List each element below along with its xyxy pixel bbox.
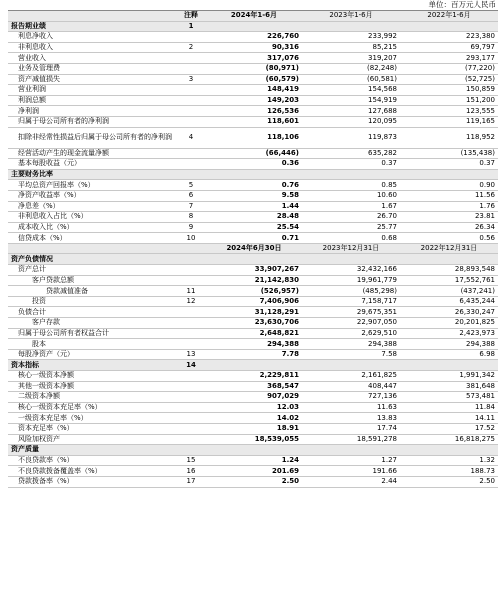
row-note: 9 bbox=[176, 222, 206, 233]
table-row bbox=[8, 265, 498, 276]
row-label: 贷款拨备率（%） bbox=[8, 476, 176, 487]
row-note bbox=[176, 95, 206, 106]
value-current: 1.44 bbox=[206, 201, 302, 212]
value-current: 368,547 bbox=[206, 381, 302, 392]
section-blank bbox=[302, 445, 400, 456]
table-row bbox=[8, 307, 498, 318]
value-current: 294,388 bbox=[206, 339, 302, 350]
section-blank bbox=[206, 445, 302, 456]
row-note bbox=[176, 307, 206, 318]
section-blank bbox=[400, 445, 498, 456]
row-label: 经营活动产生的现金流量净额 bbox=[8, 148, 176, 159]
value-prior-1: 120,095 bbox=[302, 116, 400, 127]
table-row bbox=[8, 423, 498, 434]
unit-label: 单位：百万元人民币 bbox=[428, 0, 496, 9]
row-note bbox=[176, 265, 206, 276]
value-prior-2: 2,423,973 bbox=[400, 328, 498, 339]
value-prior-2: 6,435,244 bbox=[400, 296, 498, 307]
header-current: 2024年6月30日 bbox=[206, 243, 302, 254]
value-current: 201.69 bbox=[206, 466, 302, 477]
value-prior-2: 223,380 bbox=[400, 32, 498, 43]
header-blank bbox=[8, 243, 176, 254]
row-label: 资本充足率（%） bbox=[8, 423, 176, 434]
row-label: 归属于母公司所有者权益合计 bbox=[8, 328, 176, 339]
value-prior-2: 11.84 bbox=[400, 402, 498, 413]
section-title: 报告期业绩 bbox=[8, 21, 176, 32]
row-note: 15 bbox=[176, 455, 206, 466]
value-current: 23,630,706 bbox=[206, 318, 302, 329]
table-row bbox=[8, 328, 498, 339]
value-prior-2: 0.56 bbox=[400, 233, 498, 244]
header-prior-1: 2023年1-6月 bbox=[302, 11, 400, 22]
value-prior-1: 19,961,779 bbox=[302, 275, 400, 286]
row-note: 16 bbox=[176, 466, 206, 477]
row-note bbox=[176, 371, 206, 382]
row-note: 7 bbox=[176, 201, 206, 212]
row-note bbox=[176, 63, 206, 74]
value-current: 226,760 bbox=[206, 32, 302, 43]
value-prior-1: 25.77 bbox=[302, 222, 400, 233]
section-title: 资本指标 bbox=[8, 360, 176, 371]
value-prior-2: 293,177 bbox=[400, 53, 498, 64]
value-prior-1: 0.85 bbox=[302, 180, 400, 191]
table-row bbox=[8, 159, 498, 170]
value-prior-1: 7,158,717 bbox=[302, 296, 400, 307]
row-label: 业务及管理费 bbox=[8, 63, 176, 74]
header-prior-2: 2022年1-6月 bbox=[400, 11, 498, 22]
section-blank bbox=[400, 254, 498, 265]
value-current: 2,229,811 bbox=[206, 371, 302, 382]
value-prior-2: 14.11 bbox=[400, 413, 498, 424]
row-note bbox=[176, 413, 206, 424]
row-label: 平均总资产回报率（%） bbox=[8, 180, 176, 191]
value-prior-2: 1.32 bbox=[400, 455, 498, 466]
row-note bbox=[176, 116, 206, 127]
value-prior-2: 188.73 bbox=[400, 466, 498, 477]
table-row bbox=[8, 201, 498, 212]
section-blank bbox=[206, 21, 302, 32]
row-label: 扣除非经常性损益后归属于母公司所有者的净利润 bbox=[8, 127, 176, 148]
row-label: 基本每股收益（元） bbox=[8, 159, 176, 170]
section-title: 主要财务比率 bbox=[8, 169, 176, 180]
value-prior-2: 11.56 bbox=[400, 190, 498, 201]
row-label: 非利息收入 bbox=[8, 42, 176, 53]
row-note: 8 bbox=[176, 212, 206, 223]
value-prior-2: 28,893,548 bbox=[400, 265, 498, 276]
row-label: 非利息收入占比（%） bbox=[8, 212, 176, 223]
row-label: 信贷成本（%） bbox=[8, 233, 176, 244]
row-label: 贷款减值准备 bbox=[8, 286, 176, 297]
value-prior-2: (135,438) bbox=[400, 148, 498, 159]
row-label: 不良贷款率（%） bbox=[8, 455, 176, 466]
section-blank bbox=[302, 21, 400, 32]
section-note bbox=[176, 254, 206, 265]
section-title: 资产质量 bbox=[8, 445, 176, 456]
value-prior-2: 17,552,761 bbox=[400, 275, 498, 286]
value-prior-1: 22,907,050 bbox=[302, 318, 400, 329]
value-prior-2: 6.98 bbox=[400, 349, 498, 360]
row-note: 12 bbox=[176, 296, 206, 307]
value-prior-1: 10.60 bbox=[302, 190, 400, 201]
row-label: 资产减值损失 bbox=[8, 74, 176, 85]
table-row bbox=[8, 371, 498, 382]
value-prior-2: 26.34 bbox=[400, 222, 498, 233]
value-prior-2: 0.90 bbox=[400, 180, 498, 191]
table-row bbox=[8, 190, 498, 201]
row-label: 净利润 bbox=[8, 106, 176, 117]
value-prior-1: 1.27 bbox=[302, 455, 400, 466]
row-note bbox=[176, 381, 206, 392]
header-row bbox=[8, 243, 498, 254]
table-row bbox=[8, 392, 498, 403]
value-current: 33,907,267 bbox=[206, 265, 302, 276]
value-prior-1: 319,207 bbox=[302, 53, 400, 64]
row-label: 营业收入 bbox=[8, 53, 176, 64]
table-row bbox=[8, 296, 498, 307]
header-row bbox=[8, 11, 498, 22]
value-current: 18,539,055 bbox=[206, 434, 302, 445]
value-current: 18.91 bbox=[206, 423, 302, 434]
table-row bbox=[8, 349, 498, 360]
value-current: 90,316 bbox=[206, 42, 302, 53]
value-current: 118,106 bbox=[206, 127, 302, 148]
row-note: 3 bbox=[176, 74, 206, 85]
value-prior-2: 0.37 bbox=[400, 159, 498, 170]
value-prior-1: 154,919 bbox=[302, 95, 400, 106]
section-note bbox=[176, 169, 206, 180]
section-heading bbox=[8, 254, 498, 265]
row-label: 营业利润 bbox=[8, 85, 176, 96]
value-prior-1: 154,568 bbox=[302, 85, 400, 96]
table-row bbox=[8, 74, 498, 85]
value-prior-1: 233,992 bbox=[302, 32, 400, 43]
table-row bbox=[8, 402, 498, 413]
value-prior-2: (437,241) bbox=[400, 286, 498, 297]
value-prior-1: 727,136 bbox=[302, 392, 400, 403]
value-prior-1: 0.37 bbox=[302, 159, 400, 170]
header-note bbox=[176, 243, 206, 254]
value-prior-2: 1.76 bbox=[400, 201, 498, 212]
row-label: 净息差（%） bbox=[8, 201, 176, 212]
row-note bbox=[176, 159, 206, 170]
row-note: 10 bbox=[176, 233, 206, 244]
section-note: 1 bbox=[176, 21, 206, 32]
row-note bbox=[176, 53, 206, 64]
value-prior-2: 69,797 bbox=[400, 42, 498, 53]
value-current: 9.58 bbox=[206, 190, 302, 201]
value-prior-1: 29,675,351 bbox=[302, 307, 400, 318]
header-prior-2: 2022年12月31日 bbox=[400, 243, 498, 254]
row-note bbox=[176, 402, 206, 413]
row-label: 利润总额 bbox=[8, 95, 176, 106]
value-prior-2: 26,330,247 bbox=[400, 307, 498, 318]
table-row bbox=[8, 116, 498, 127]
table-row bbox=[8, 339, 498, 350]
value-current: 0.36 bbox=[206, 159, 302, 170]
value-current: 118,601 bbox=[206, 116, 302, 127]
row-label: 核心一级资本净额 bbox=[8, 371, 176, 382]
section-blank bbox=[302, 169, 400, 180]
financial-summary-table bbox=[8, 10, 498, 488]
value-prior-1: 26.70 bbox=[302, 212, 400, 223]
value-prior-2: 150,859 bbox=[400, 85, 498, 96]
section-blank bbox=[400, 21, 498, 32]
value-prior-2: 123,555 bbox=[400, 106, 498, 117]
table-row bbox=[8, 127, 498, 148]
table-row bbox=[8, 476, 498, 487]
value-prior-2: 573,481 bbox=[400, 392, 498, 403]
value-prior-1: 17.74 bbox=[302, 423, 400, 434]
table-row bbox=[8, 180, 498, 191]
table-row bbox=[8, 63, 498, 74]
value-current: 0.76 bbox=[206, 180, 302, 191]
table-row bbox=[8, 53, 498, 64]
row-note bbox=[176, 423, 206, 434]
value-prior-2: (77,220) bbox=[400, 63, 498, 74]
section-heading bbox=[8, 360, 498, 371]
value-prior-2: 294,388 bbox=[400, 339, 498, 350]
value-prior-1: 13.83 bbox=[302, 413, 400, 424]
value-prior-1: (60,581) bbox=[302, 74, 400, 85]
row-label: 投资 bbox=[8, 296, 176, 307]
section-blank bbox=[400, 360, 498, 371]
value-current: 25.54 bbox=[206, 222, 302, 233]
row-label: 净资产收益率（%） bbox=[8, 190, 176, 201]
value-prior-2: 17.52 bbox=[400, 423, 498, 434]
row-label: 负债合计 bbox=[8, 307, 176, 318]
value-prior-1: 7.58 bbox=[302, 349, 400, 360]
row-label: 风险加权资产 bbox=[8, 434, 176, 445]
value-current: 2.50 bbox=[206, 476, 302, 487]
value-prior-1: 0.68 bbox=[302, 233, 400, 244]
row-note: 17 bbox=[176, 476, 206, 487]
row-label: 二级资本净额 bbox=[8, 392, 176, 403]
row-label: 核心一级资本充足率（%） bbox=[8, 402, 176, 413]
value-current: 1.24 bbox=[206, 455, 302, 466]
section-blank bbox=[206, 169, 302, 180]
table-row bbox=[8, 413, 498, 424]
table-row bbox=[8, 466, 498, 477]
value-prior-1: 294,388 bbox=[302, 339, 400, 350]
row-label: 其他一级资本净额 bbox=[8, 381, 176, 392]
table-row bbox=[8, 95, 498, 106]
row-note bbox=[176, 434, 206, 445]
row-note: 5 bbox=[176, 180, 206, 191]
section-blank bbox=[400, 169, 498, 180]
table-row bbox=[8, 381, 498, 392]
row-note: 4 bbox=[176, 127, 206, 148]
row-note: 6 bbox=[176, 190, 206, 201]
value-current: (526,957) bbox=[206, 286, 302, 297]
value-prior-1: (485,298) bbox=[302, 286, 400, 297]
value-prior-2: 23.81 bbox=[400, 212, 498, 223]
value-prior-1: 1.67 bbox=[302, 201, 400, 212]
row-label: 成本收入比（%） bbox=[8, 222, 176, 233]
section-blank bbox=[206, 360, 302, 371]
value-prior-2: 1,991,342 bbox=[400, 371, 498, 382]
value-prior-1: 11.63 bbox=[302, 402, 400, 413]
row-note: 13 bbox=[176, 349, 206, 360]
row-note: 11 bbox=[176, 286, 206, 297]
value-prior-2: 381,648 bbox=[400, 381, 498, 392]
row-note bbox=[176, 275, 206, 286]
header-blank bbox=[8, 11, 176, 22]
row-label: 股本 bbox=[8, 339, 176, 350]
value-prior-1: 32,432,166 bbox=[302, 265, 400, 276]
table-row bbox=[8, 222, 498, 233]
header-note: 注释 bbox=[176, 11, 206, 22]
value-current: (60,579) bbox=[206, 74, 302, 85]
value-current: 21,142,830 bbox=[206, 275, 302, 286]
section-heading bbox=[8, 445, 498, 456]
row-note bbox=[176, 106, 206, 117]
value-prior-2: 16,818,275 bbox=[400, 434, 498, 445]
row-note bbox=[176, 148, 206, 159]
value-prior-2: 151,200 bbox=[400, 95, 498, 106]
value-current: 28.48 bbox=[206, 212, 302, 223]
row-label: 利息净收入 bbox=[8, 32, 176, 43]
table-row bbox=[8, 434, 498, 445]
table-row bbox=[8, 42, 498, 53]
value-prior-2: (52,725) bbox=[400, 74, 498, 85]
value-prior-1: (82,248) bbox=[302, 63, 400, 74]
value-current: (80,971) bbox=[206, 63, 302, 74]
value-current: 31,128,291 bbox=[206, 307, 302, 318]
table-row bbox=[8, 455, 498, 466]
row-note bbox=[176, 318, 206, 329]
value-current: 149,203 bbox=[206, 95, 302, 106]
value-current: (66,446) bbox=[206, 148, 302, 159]
table-row bbox=[8, 275, 498, 286]
table-row bbox=[8, 32, 498, 43]
table-row bbox=[8, 318, 498, 329]
row-label: 资产总计 bbox=[8, 265, 176, 276]
value-prior-1: 85,215 bbox=[302, 42, 400, 53]
section-title: 资产负债情况 bbox=[8, 254, 176, 265]
header-current: 2024年1-6月 bbox=[206, 11, 302, 22]
header-prior-1: 2023年12月31日 bbox=[302, 243, 400, 254]
section-heading bbox=[8, 21, 498, 32]
row-label: 客户贷款总额 bbox=[8, 275, 176, 286]
value-prior-1: 191.66 bbox=[302, 466, 400, 477]
section-blank bbox=[206, 254, 302, 265]
row-label: 归属于母公司所有者的净利润 bbox=[8, 116, 176, 127]
value-prior-1: 2,629,510 bbox=[302, 328, 400, 339]
value-current: 14.02 bbox=[206, 413, 302, 424]
table-row bbox=[8, 148, 498, 159]
section-blank bbox=[302, 254, 400, 265]
value-prior-1: 119,873 bbox=[302, 127, 400, 148]
value-current: 12.03 bbox=[206, 402, 302, 413]
row-label: 不良贷款拨备覆盖率（%） bbox=[8, 466, 176, 477]
value-prior-1: 2.44 bbox=[302, 476, 400, 487]
section-blank bbox=[302, 360, 400, 371]
value-current: 0.71 bbox=[206, 233, 302, 244]
row-note bbox=[176, 85, 206, 96]
value-current: 2,648,821 bbox=[206, 328, 302, 339]
row-label: 一级资本充足率（%） bbox=[8, 413, 176, 424]
table-row bbox=[8, 85, 498, 96]
value-prior-1: 127,688 bbox=[302, 106, 400, 117]
row-label: 每股净资产（元） bbox=[8, 349, 176, 360]
value-prior-1: 18,591,278 bbox=[302, 434, 400, 445]
section-note: 14 bbox=[176, 360, 206, 371]
row-note bbox=[176, 32, 206, 43]
value-current: 7,406,906 bbox=[206, 296, 302, 307]
value-prior-1: 408,447 bbox=[302, 381, 400, 392]
table-row bbox=[8, 233, 498, 244]
value-current: 317,076 bbox=[206, 53, 302, 64]
value-prior-1: 2,161,825 bbox=[302, 371, 400, 382]
row-note bbox=[176, 328, 206, 339]
row-note: 2 bbox=[176, 42, 206, 53]
value-current: 148,419 bbox=[206, 85, 302, 96]
table-row bbox=[8, 106, 498, 117]
table-row bbox=[8, 286, 498, 297]
row-note bbox=[176, 392, 206, 403]
value-prior-2: 2.50 bbox=[400, 476, 498, 487]
value-current: 7.78 bbox=[206, 349, 302, 360]
section-heading bbox=[8, 169, 498, 180]
value-prior-2: 118,952 bbox=[400, 127, 498, 148]
value-prior-2: 119,165 bbox=[400, 116, 498, 127]
value-current: 126,536 bbox=[206, 106, 302, 117]
value-current: 907,029 bbox=[206, 392, 302, 403]
value-prior-2: 20,201,825 bbox=[400, 318, 498, 329]
value-prior-1: 635,282 bbox=[302, 148, 400, 159]
section-note bbox=[176, 445, 206, 456]
table-row bbox=[8, 212, 498, 223]
row-note bbox=[176, 339, 206, 350]
row-label: 客户存款 bbox=[8, 318, 176, 329]
